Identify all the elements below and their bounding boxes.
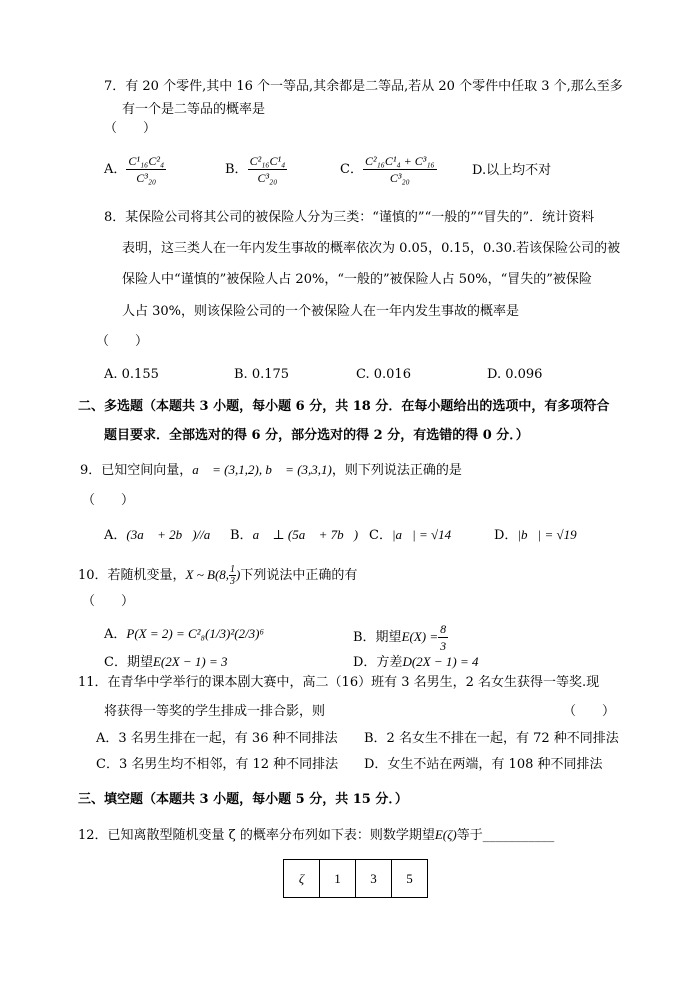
q8-line3: 保险人中“谨慎的”被保险人占 20%，“一般的”被保险人占 50%，“冒失的”被保险	[122, 272, 592, 287]
q7-option-c-label: C．	[340, 162, 363, 177]
q10-option-b	[353, 621, 448, 654]
q7-option-b-label: B．	[225, 162, 248, 177]
q8-line2: 表明，这三类人在一年内发生事故的概率依次为 0.05，0.15，0.30.若该保险公司的被	[122, 241, 621, 256]
table-row	[284, 860, 428, 898]
table-cell: 5	[392, 860, 428, 898]
q8-option-a: A. 0.155	[104, 367, 159, 382]
table-cell: 1	[320, 860, 356, 898]
q12-stem-post: 等于___________	[456, 828, 555, 843]
q9-option-d-label: D．	[494, 528, 518, 543]
q11-option-d: D．女生不站在两端，有 108 种不同排法	[364, 757, 603, 772]
q7-option-a-numerator: C¹₁₆C²₄	[128, 154, 165, 168]
q9-option-c	[369, 526, 451, 545]
q10-fraction-denominator: 3	[230, 576, 236, 587]
q11-line1: 11．在青华中学举行的课本剧大赛中，高二（16）班有 3 名男生，2 名女生获得一等奖.现	[78, 675, 600, 690]
q7-option-c-fraction	[363, 153, 437, 186]
q7-option-c-numerator: C²₁₆C¹₄ + C³₁₆	[364, 154, 435, 168]
q9-option-b-label: B．	[230, 528, 253, 543]
q10-distribution: X ~ B(8,	[185, 567, 230, 582]
section2-heading-line2: 题目要求．全部选对的得 6 分，部分选对的得 2 分，有选错的得 0 分．）	[104, 428, 529, 443]
q7-line2: 有一个是二等品的概率是	[122, 102, 266, 117]
q8-option-b: B. 0.175	[234, 367, 290, 382]
q9-option-a-math: (3a⃗ + 2b⃗)//a⃗	[126, 527, 221, 542]
q8-line4: 人占 30%，则该保险公司的一个被保险人在一年内发生事故的概率是	[122, 304, 520, 319]
q7-line1: 7．有 20 个零件,其中 16 个一等品,其余都是二等品,若从 20 个零件中任取 3 个,那么至多	[104, 79, 623, 94]
q9-vectors: a⃗ = (3,1,2), b⃗ = (3,3,1)	[192, 462, 332, 477]
q10-paren: （ ）	[82, 594, 135, 609]
q7-option-a	[104, 153, 166, 186]
q7-option-b-denominator: C³₂₀	[257, 171, 278, 185]
q9-option-c-label: C．	[369, 528, 392, 543]
q10-option-c-label: C．期望	[104, 655, 153, 670]
q10-option-a-label: A．	[104, 627, 127, 642]
q10-option-d	[353, 653, 478, 672]
q8-option-c: C. 0.016	[356, 367, 411, 382]
q9-option-c-math: |a⃗| = √14	[391, 527, 452, 542]
q10-option-c-math: E(2X − 1) = 3	[152, 654, 228, 669]
q9-paren: （ ）	[82, 493, 135, 508]
q10-option-b-denominator: 3	[440, 639, 447, 653]
q9-option-d-math: |b⃗| = √19	[517, 527, 577, 542]
q9-option-a-label: A．	[104, 528, 127, 543]
q9-option-b-math: a⃗ ⊥ (5a⃗ + 7b⃗)	[252, 527, 359, 542]
q8-paren: （ ）	[96, 334, 149, 349]
q7-option-c-denominator: C³₂₀	[389, 171, 410, 185]
table-cell: 3	[356, 860, 392, 898]
q11-option-a: A．3 名男生排在一起，有 36 种不同排法	[96, 731, 338, 746]
q12-stem	[78, 826, 554, 845]
q7-option-a-label: A．	[104, 162, 127, 177]
q12-distribution-table	[283, 859, 428, 898]
q9-option-b	[230, 526, 358, 545]
q12-stem-pre: 12．已知离散型随机变量 ζ 的概率分布列如下表：则数学期望	[78, 828, 435, 843]
q10-option-b-label: B．期望	[353, 630, 402, 645]
q11-option-c: C．3 名男生均不相邻，有 12 种不同排法	[96, 757, 339, 772]
q12-expectation: E(ζ)	[434, 827, 457, 842]
q7-option-d: D.以上均不对	[472, 163, 552, 178]
table-cell-header: ζ	[284, 860, 320, 898]
section3-heading: 三、填空题（本题共 3 小题，每小题 5 分，共 15 分．）	[78, 792, 408, 807]
q9-option-d	[494, 526, 577, 545]
q10-distribution-fraction	[229, 564, 236, 587]
q7-option-b-numerator: C²₁₆C¹₄	[249, 154, 286, 168]
q7-option-b	[225, 153, 287, 186]
q10-option-d-math: D(2X − 1) = 4	[402, 654, 479, 669]
q10-option-a	[104, 625, 264, 644]
q11-paren: （ ）	[563, 704, 616, 719]
q10-stem-post: 下列说法中正确的有	[240, 568, 358, 583]
q10-option-c	[104, 653, 228, 672]
q9-option-a	[104, 526, 220, 545]
q7-option-a-denominator: C³₂₀	[136, 171, 157, 185]
q7-option-c	[340, 153, 437, 186]
q7-option-b-fraction	[248, 153, 288, 186]
q9-stem-pre: 9．已知空间向量，	[80, 463, 193, 478]
q10-option-a-math: P(X = 2) = C²₈(1/3)²(2/3)⁶	[126, 626, 265, 641]
q10-distribution-close: )	[236, 567, 241, 582]
q9-stem-post: ，则下列说法正确的是	[331, 463, 462, 478]
q10-option-b-fraction	[438, 621, 448, 654]
q7-option-a-fraction	[126, 153, 166, 186]
q10-option-d-label: D．方差	[353, 655, 403, 670]
q10-stem-pre: 10．若随机变量，	[78, 568, 186, 583]
q10-stem	[78, 564, 357, 587]
section2-heading-line1: 二、多选题（本题共 3 小题，每小题 6 分，共 18 分．在每小题给出的选项中，有多项符合	[78, 399, 610, 414]
q8-line1: 8．某保险公司将其公司的被保险人分为三类：“谨慎的”“一般的”“冒失的”．统计资料	[104, 210, 595, 225]
q10-option-b-math: E(X) =	[401, 629, 439, 644]
q8-option-d: D. 0.096	[487, 367, 543, 382]
q10-option-b-numerator: 8	[440, 622, 447, 636]
q7-paren: （ ）	[104, 121, 157, 136]
q11-option-b: B．2 名女生不排在一起，有 72 种不同排法	[364, 731, 619, 746]
q10-fraction-numerator: 1	[230, 564, 236, 575]
q9-stem	[80, 461, 462, 480]
q11-line2: 将获得一等奖的学生排成一排合影，则	[104, 704, 326, 719]
